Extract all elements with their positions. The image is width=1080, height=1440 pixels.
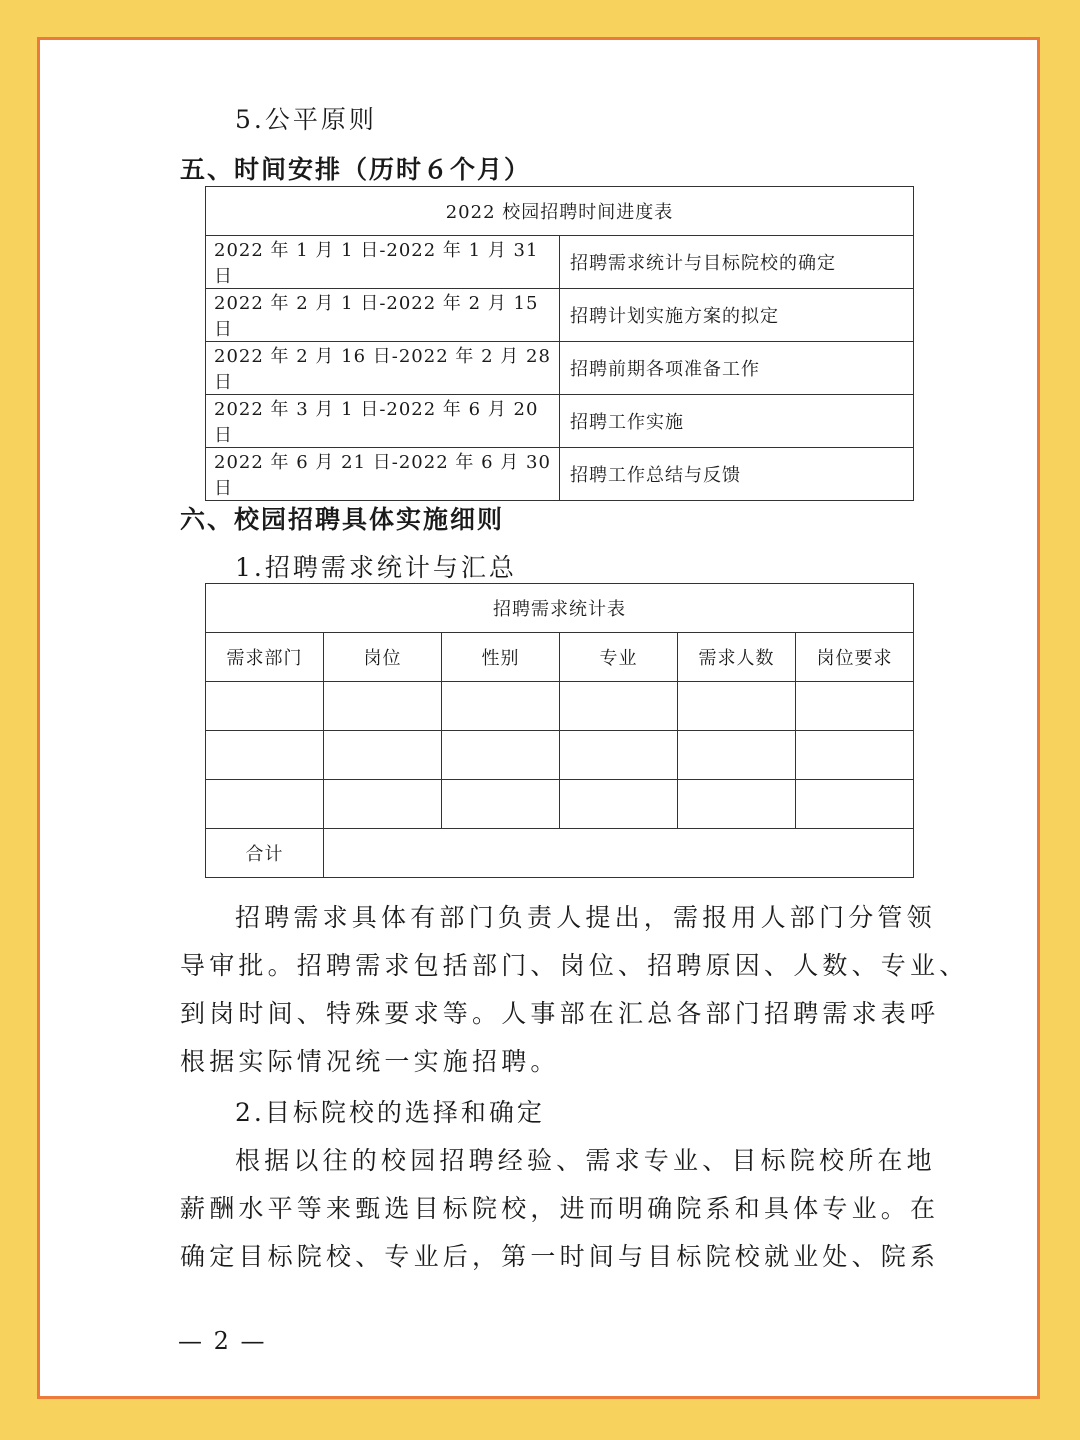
empty-cell [560, 780, 678, 829]
total-value-cell [324, 829, 914, 878]
table-row [206, 731, 914, 780]
empty-cell [324, 731, 442, 780]
empty-cell [324, 682, 442, 731]
table-row [206, 780, 914, 829]
table-row [206, 236, 914, 289]
section-heading-6: 六、校园招聘具体实施细则 [180, 505, 505, 534]
table-row [206, 682, 914, 731]
schedule-table-caption: 2022 校园招聘时间进度表 [206, 187, 914, 236]
page-number: — 2 — [178, 1327, 267, 1355]
empty-cell [678, 731, 796, 780]
empty-cell [206, 780, 324, 829]
paragraph-line: 根据实际情况统一实施招聘。 [180, 1047, 560, 1076]
subsection-1-title: 1.招聘需求统计与汇总 [235, 553, 517, 582]
schedule-date-cell: 2022 年 3 月 1 日-2022 年 6 月 20 日 [206, 395, 560, 448]
paragraph-line: 确定目标院校、专业后，第一时间与目标院校就业处、院系 [180, 1242, 940, 1271]
empty-cell [442, 682, 560, 731]
empty-cell [560, 682, 678, 731]
demand-table-caption: 招聘需求统计表 [206, 584, 914, 633]
empty-cell [442, 780, 560, 829]
empty-cell [796, 682, 914, 731]
schedule-date-cell: 2022 年 2 月 16 日-2022 年 2 月 28 日 [206, 342, 560, 395]
empty-cell [560, 731, 678, 780]
schedule-task-cell: 招聘计划实施方案的拟定 [560, 289, 914, 342]
principle-5-line: 5.公平原则 [235, 105, 377, 134]
table-row [206, 448, 914, 501]
demand-table [205, 583, 914, 878]
paragraph-line: 到岗时间、特殊要求等。人事部在汇总各部门招聘需求表呼 [180, 999, 940, 1028]
schedule-task-cell: 招聘工作实施 [560, 395, 914, 448]
table-row [206, 342, 914, 395]
paragraph-line: 薪酬水平等来甄选目标院校，进而明确院系和具体专业。在 [180, 1194, 940, 1223]
section-heading-5: 五、时间安排（历时６个月） [180, 155, 532, 184]
column-header: 性别 [442, 633, 560, 682]
subsection-2-title: 2.目标院校的选择和确定 [235, 1098, 545, 1127]
document-page [37, 37, 1040, 1399]
empty-cell [796, 780, 914, 829]
empty-cell [678, 682, 796, 731]
column-header: 专业 [560, 633, 678, 682]
column-header: 岗位 [324, 633, 442, 682]
paragraph-line: 导审批。招聘需求包括部门、岗位、招聘原因、人数、专业、 [180, 951, 969, 980]
total-label-cell: 合计 [206, 829, 324, 878]
paragraph-line: 根据以往的校园招聘经验、需求专业、目标院校所在地 [235, 1146, 936, 1175]
paragraph-line: 招聘需求具体有部门负责人提出，需报用人部门分管领 [235, 903, 936, 932]
column-header: 岗位要求 [796, 633, 914, 682]
schedule-date-cell: 2022 年 6 月 21 日-2022 年 6 月 30 日 [206, 448, 560, 501]
empty-cell [796, 731, 914, 780]
empty-cell [442, 731, 560, 780]
schedule-task-cell: 招聘工作总结与反馈 [560, 448, 914, 501]
table-row [206, 289, 914, 342]
column-header: 需求人数 [678, 633, 796, 682]
schedule-date-cell: 2022 年 2 月 1 日-2022 年 2 月 15 日 [206, 289, 560, 342]
table-total-row [206, 829, 914, 878]
empty-cell [678, 780, 796, 829]
table-row [206, 395, 914, 448]
table-header-row [206, 633, 914, 682]
empty-cell [324, 780, 442, 829]
empty-cell [206, 682, 324, 731]
schedule-task-cell: 招聘前期各项准备工作 [560, 342, 914, 395]
schedule-task-cell: 招聘需求统计与目标院校的确定 [560, 236, 914, 289]
column-header: 需求部门 [206, 633, 324, 682]
schedule-table [205, 186, 914, 501]
schedule-date-cell: 2022 年 1 月 1 日-2022 年 1 月 31 日 [206, 236, 560, 289]
empty-cell [206, 731, 324, 780]
